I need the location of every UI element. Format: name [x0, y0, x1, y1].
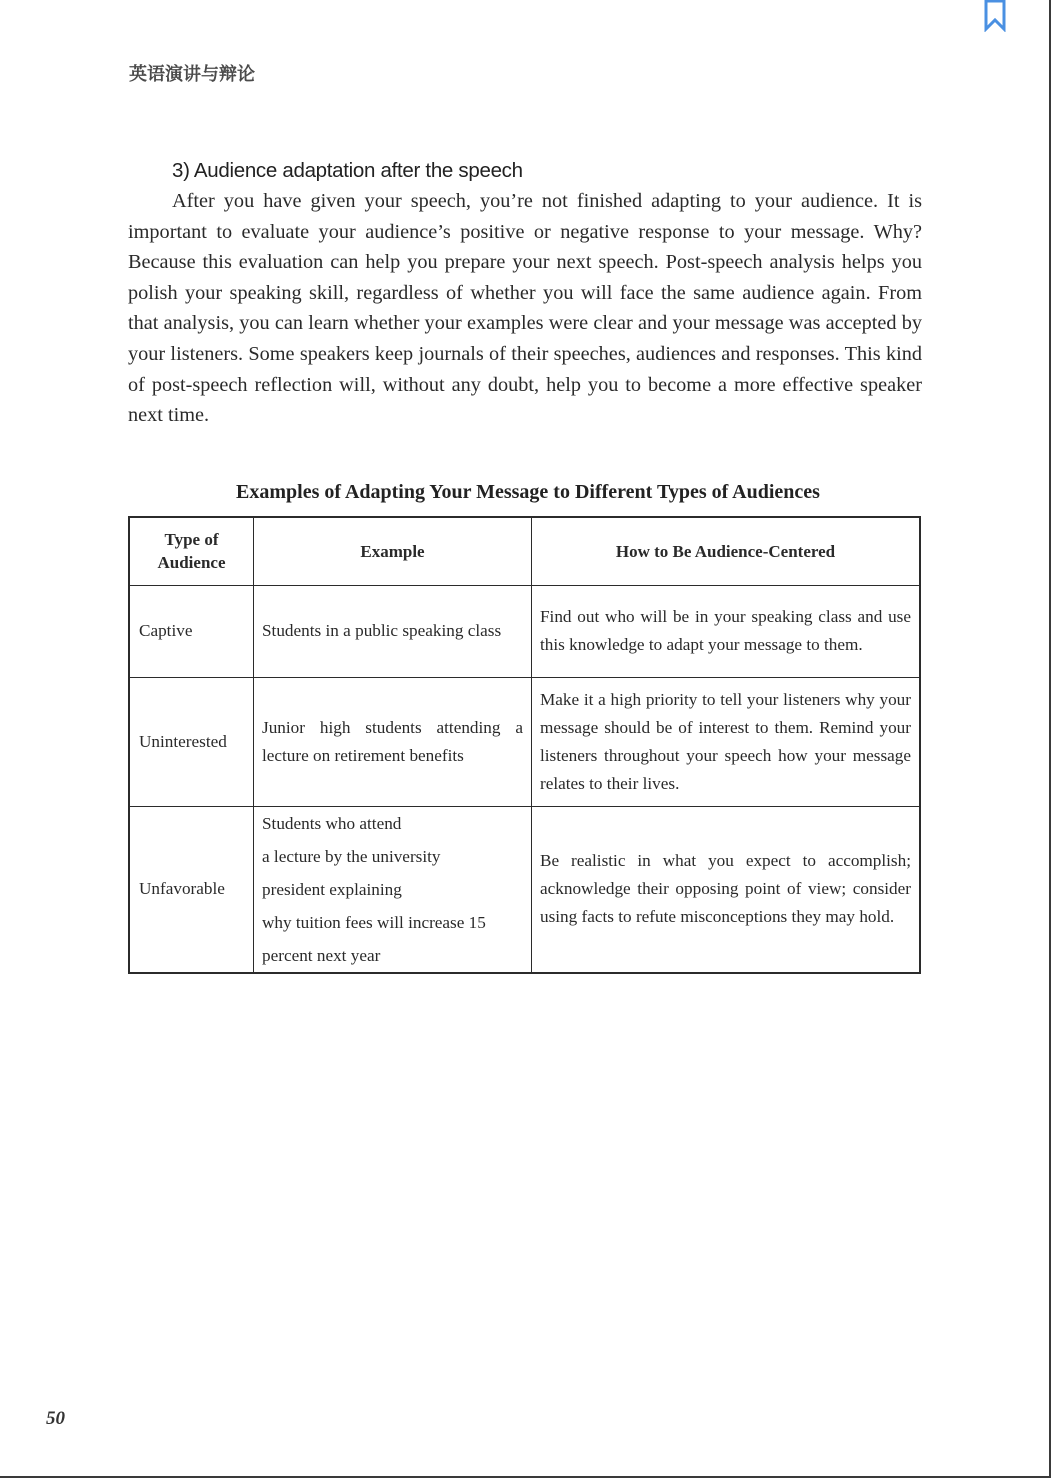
table-caption: Examples of Adapting Your Message to Different Types of Audiences	[236, 481, 820, 503]
table-header-row	[129, 517, 920, 585]
example-line: percent next year	[262, 945, 381, 965]
table-row	[129, 585, 920, 677]
header-example: Example	[254, 517, 532, 585]
header-type-line-2: Audience	[157, 553, 226, 573]
page-number: 50	[46, 1408, 65, 1429]
cell-type: Unfavorable	[129, 806, 254, 973]
example-line: Students who attend	[262, 813, 402, 833]
running-head-title: 英语演讲与辩论	[129, 64, 255, 85]
cell-how: Find out who will be in your speaking class and use this knowledge to adapt your message to them.	[532, 585, 921, 677]
bookmark-icon[interactable]	[982, 0, 1008, 32]
header-type-line-1: Type of	[164, 530, 219, 550]
example-line: president explaining	[262, 879, 402, 899]
header-how-to-be-audience-centered: How to Be Audience-Centered	[532, 517, 921, 585]
table-row	[129, 677, 920, 806]
table-row	[129, 806, 920, 973]
cell-type: Uninterested	[129, 677, 254, 806]
audience-adaptation-table	[128, 516, 921, 974]
cell-example: Junior high students attending a lecture on retirement benefits	[254, 677, 532, 806]
cell-example	[254, 806, 532, 973]
example-line: a lecture by the university	[262, 846, 441, 866]
cell-how: Make it a high priority to tell your listeners why your message should be of interest to them. Remind your listeners throughout your speech how your message relates to their lives.	[532, 677, 921, 806]
cell-example: Students in a public speaking class	[254, 585, 532, 677]
body-paragraph-text: After you have given your speech, you’re not finished adapting to your audience. It is important to evaluate your audience’s positive or negative response to your message. Why? Because this evaluation can help you prepare your next speech. Post-speech analysis helps you polish your speaking skill, regardless of whether you will face the same audience again. From that analysis, you can learn whether your examples were clear and your message was accepted by your listeners. Some speakers keep journals of their speeches, audiences and responses. This kind of post-speech reflection will, without any doubt, help you to become a more effective speaker next time.	[128, 190, 922, 427]
body-paragraph	[128, 186, 922, 431]
cell-type: Captive	[129, 585, 254, 677]
header-type-of-audience	[129, 517, 254, 585]
section-heading: 3) Audience adaptation after the speech	[172, 159, 523, 182]
cell-how: Be realistic in what you expect to accomplish; acknowledge their opposing point of view; consider using facts to refute misconceptions they may hold.	[532, 806, 921, 973]
example-line: why tuition fees will increase 15	[262, 912, 486, 932]
